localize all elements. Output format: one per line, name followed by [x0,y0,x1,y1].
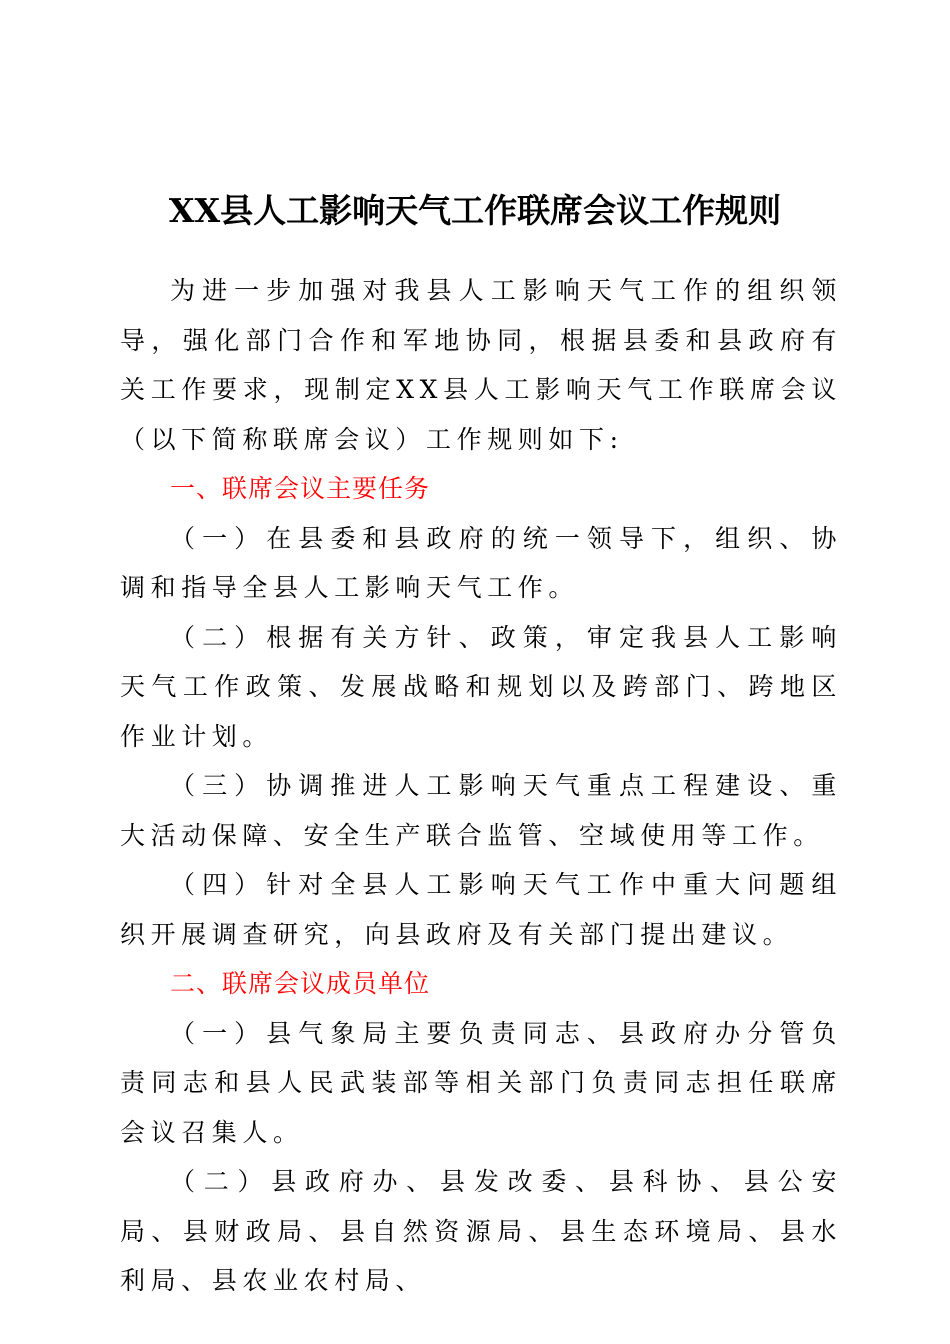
section-1-paragraph: （一）在县委和县政府的统一领导下，组织、协调和指导全县人工影响天气工作。 [120,523,842,602]
section-1-paragraph: （二）根据有关方针、政策，审定我县人工影响天气工作政策、发展战略和规划以及跨部门、跨地区作业计划。 [120,622,842,751]
document-body [120,266,842,1306]
section-2-paragraph: （二）县政府办、县发改委、县科协、县公安局、县财政局、县自然资源局、县生态环境局、县水利局、县农业农村局、 [120,1167,842,1295]
intro-paragraph: 为进一步加强对我县人工影响天气工作的组织领导，强化部门合作和军地协同，根据县委和县政府有关工作要求，现制定XX县人工影响天气工作联席会议（以下简称联席会议）工作规则如下: [120,276,842,454]
section-1-paragraph: （四）针对全县人工影响天气工作中重大问题组织开展调查研究，向县政府及有关部门提出建议。 [120,870,842,949]
section-heading-2: 二、联席会议成员单位 [170,969,431,998]
section-2-paragraph: （一）县气象局主要负责同志、县政府办分管负责同志和县人民武装部等相关部门负责同志担任联席会议召集人。 [120,1018,842,1147]
document-title: XX县人工影响天气工作联席会议工作规则 [168,191,782,230]
section-heading-1: 一、联席会议主要任务 [170,474,431,503]
section-1-paragraph: （三）协调推进人工影响天气重点工程建设、重大活动保障、安全生产联合监管、空域使用等工作。 [120,771,842,850]
